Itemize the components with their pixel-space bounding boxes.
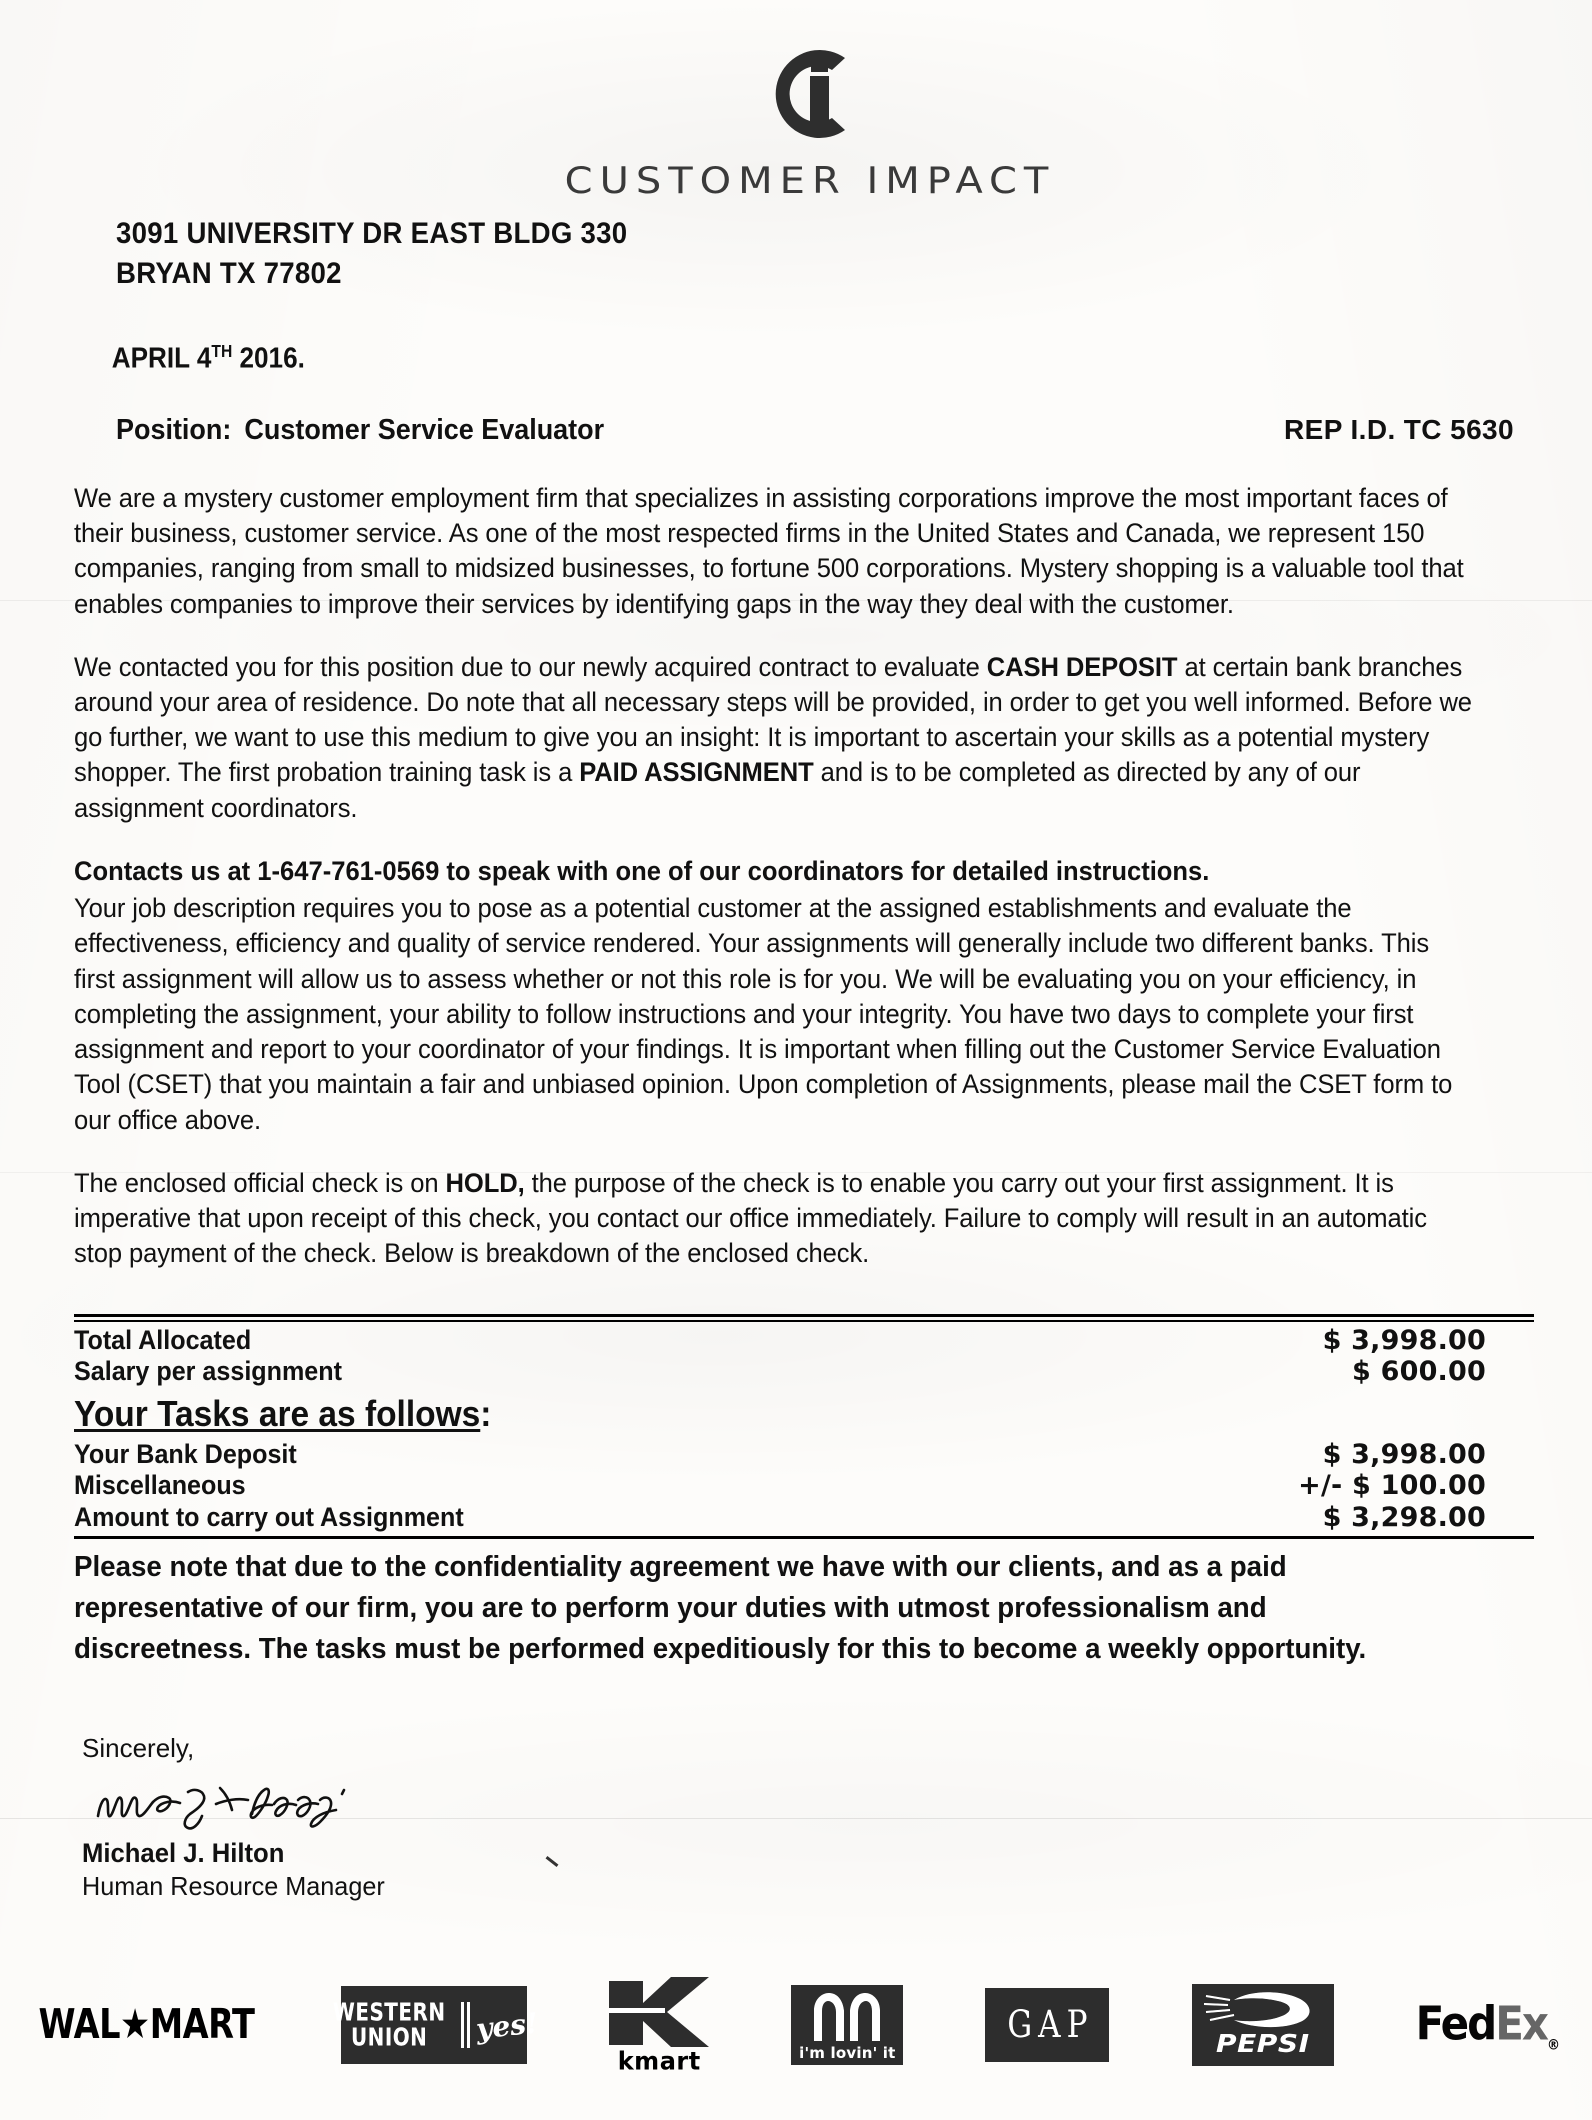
western-union-mark-icon [333,1986,540,2064]
letterhead [74,0,1546,293]
logo-western-union [333,1986,540,2064]
paragraph-cash-deposit [74,650,1475,826]
address-line-1: 3091 UNIVERSITY DR EAST BLDG 330 [116,217,628,250]
letter-body [74,481,1546,1272]
row-amount: $ 600.00 [1352,1356,1486,1388]
position-label: Position: [116,413,232,446]
signer-name: Michael J. Hilton [82,1837,285,1868]
pepsi-mark-icon [1192,1984,1334,2066]
pepsi-wordmark: PEPSI [1215,2029,1310,2058]
table-row [74,1439,1534,1471]
closing-salutation: Sincerely, [82,1732,195,1763]
customer-impact-ci-monogram-icon [750,34,870,154]
gap-wordmark: GAP [1007,2003,1094,2047]
wu-yes-script: yes! [474,2005,540,2046]
western-union-words [324,1997,452,2052]
p2-bold-cash-deposit: CASH DEPOSIT [986,651,1178,682]
signature-block [74,1733,1546,1902]
fedex-text-ex: Ex [1495,1996,1547,2051]
row-label: Your Bank Deposit [74,1438,297,1469]
wu-line-2: UNION [351,2022,428,2052]
logo-mcdonalds [791,1985,903,2065]
row-label: Total Allocated [74,1324,252,1355]
paragraph-job-description: Your job description requires you to pose as a potential customer at the assigned establishments and evaluate the effectiveness, efficiency and quality of service rendered. Your assignments will generally include two different banks. This first assignment will allow us to assess whether or not this role is for you. We will be evaluating you on your efficiency, in completing the assignment, your ability to follow instructions and your integrity. You have two days to complete your first assignment and report to your coordinator of your findings. It is important when filling out the Customer Service Evaluation Tool (CSET) that you maintain a fair and unbiased opinion. Upon completion of Assignments, please mail the CSET form to our office above. [74,893,1453,1135]
table-top-rule [74,1314,1534,1322]
row-amount: $ 3,998.00 [1322,1324,1486,1356]
fedex-wordmark-icon [1416,1996,1558,2054]
rep-id: REP I.D. TC 5630 [1284,413,1514,445]
table-bottom-rule [74,1536,1534,1539]
paragraph-intro: We are a mystery customer employment firm that specializes in assisting corporations improve the most important faces of their business, customer service. As one of the most respected firms in the United States and Canada, we represent 150 companies, ranging from small to midsized businesses, to fortune 500 corporations. Mystery shopping is a valuable tool that enables companies to improve their services by identifying gaps in the way they deal with the customer. [74,482,1464,619]
walmart-text-1: WAL [38,2001,121,2049]
row-amount: $ 3,998.00 [1322,1438,1486,1470]
logo-fedex [1415,1996,1558,2054]
western-union-bars-icon [461,2002,470,2048]
table-row [74,1356,1534,1388]
p2-bold-paid-assignment: PAID ASSIGNMENT [579,757,814,788]
handwritten-signature-icon [92,1770,392,1836]
mcdonalds-tagline: i'm lovin' it [799,2043,896,2062]
logo-walmart [34,2001,259,2049]
fedex-text-fed: Fed [1415,1996,1496,2051]
address-line-2: BRYAN TX 77802 [116,256,342,290]
logo-pepsi [1192,1984,1334,2066]
fedex-registered-mark: ® [1546,2037,1558,2054]
p4-part-a: The enclosed official check is on [74,1167,446,1198]
p4-bold-hold: HOLD, [445,1167,525,1198]
signer-title: Human Resource Manager [82,1870,385,1901]
kmart-wordmark: kmart [617,2046,701,2076]
position-value: Customer Service Evaluator [244,413,605,446]
position-row [74,414,1546,447]
p2-part-b: at certain bank branches around your area of residence. Do note that all necessary steps will be provided, in order to get you well informed. Before we go further, we want to use this medium to give you an insight: It is important to ascertain your skills as a potential mystery shopper. The first probation training task is a [74,651,1472,788]
letter-date [74,341,1399,376]
company-address [74,214,1546,293]
walmart-star-icon: ★ [120,2001,150,2049]
tasks-heading [74,1394,1432,1434]
row-label: Salary per assignment [74,1356,342,1387]
p2-part-a: We contacted you for this position due to our newly acquired contract to evaluate [74,651,987,682]
walmart-wordmark-icon [39,2001,255,2048]
kmart-k-icon [609,1975,709,2049]
row-label: Amount to carry out Assignment [74,1502,464,1533]
paragraph-check-hold [74,1166,1475,1272]
date-ordinal-suffix: TH [211,341,233,362]
wu-line-1: WESTERN [333,1997,446,2027]
date-month-day: APRIL 4 [111,342,212,375]
confidentiality-note: Please note that due to the confidentiality agreement we have with our clients, and as a paid representative of our firm, you are to perform your duties with utmost professionalism and discreetness. The tasks must be performed expeditiously for this to become a weekly opportunity. [74,1551,1367,1666]
p4-part-b: the purpose of the check is to enable you carry out your first assignment. It is imperative that upon receipt of this check, you contact our office immediately. Failure to comply will result in an automatic stop payment of the check. Below is breakdown of the enclosed check. [74,1167,1427,1269]
pepsi-globe-icon [1204,1988,1320,2034]
logo-kmart [609,1975,709,2075]
tasks-heading-underlined-text: Your Tasks are as follows [74,1393,481,1435]
gap-mark-icon [985,1988,1109,2062]
p2-part-c: and is to be completed as directed by any of our assignment coordinators. [74,757,1361,823]
row-amount: $ 3,298.00 [1322,1502,1486,1534]
contact-phone-line: Contacts us at 1-647-761-0569 to speak with one of our coordinators for detailed instructions. [74,855,1210,886]
table-row [74,1325,1534,1357]
logo-gap [985,1988,1109,2062]
row-amount: +/- $ 100.00 [1298,1470,1486,1502]
row-label: Miscellaneous [74,1470,246,1501]
walmart-text-2: MART [149,2001,255,2049]
check-breakdown-table [74,1314,1546,1540]
mcdonalds-mark-icon [791,1985,903,2065]
table-row [74,1502,1534,1534]
tasks-heading-colon: : [480,1393,492,1435]
brand-name: CUSTOMER IMPACT [564,159,1056,203]
client-logo-strip [0,1950,1592,2100]
position-line [116,414,604,447]
date-year: 2016. [232,342,305,375]
table-row [74,1470,1534,1502]
golden-arches-icon [810,1991,884,2043]
